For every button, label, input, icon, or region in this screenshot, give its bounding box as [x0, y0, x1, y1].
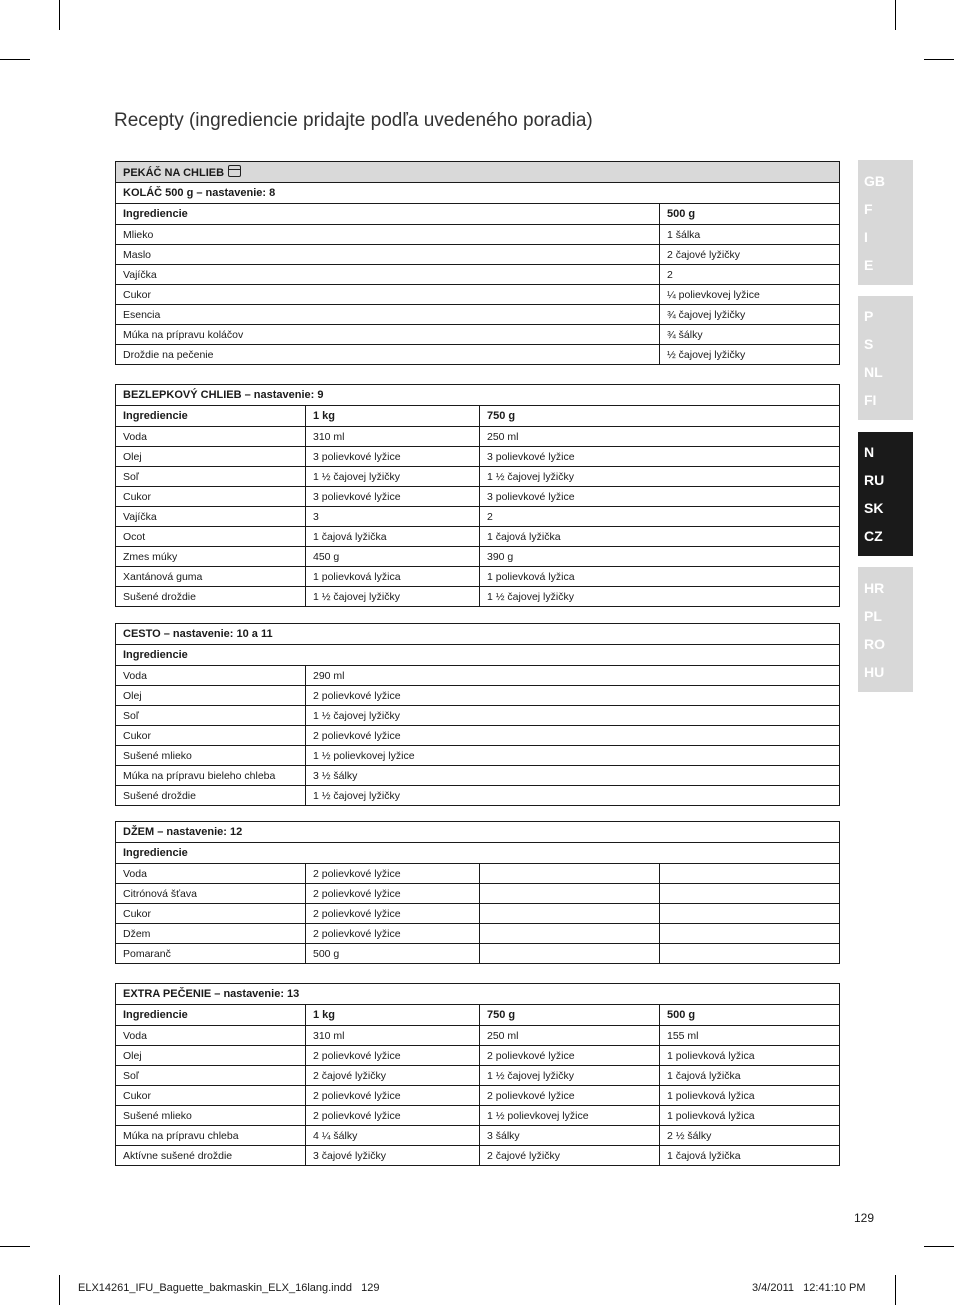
crop-mark — [895, 0, 896, 30]
amount-cell: 3 ½ šálky — [306, 766, 840, 786]
amount-cell: ¼ polievkovej lyžice — [660, 285, 840, 305]
amount-cell: 310 ml — [306, 1026, 480, 1046]
amount-cell: 1 polievková lyžica — [660, 1106, 840, 1126]
ingredient-cell: Múka na prípravu chleba — [116, 1126, 306, 1146]
column-header: Ingrediencie — [116, 843, 840, 864]
table-row — [116, 1086, 840, 1106]
amount-cell: 1 polievková lyžica — [660, 1086, 840, 1106]
ingredient-cell: Sušené droždie — [116, 786, 306, 806]
column-header: Ingrediencie — [116, 1005, 306, 1026]
ingredient-cell: Olej — [116, 447, 306, 467]
amount-cell: 1 čajová lyžička — [660, 1066, 840, 1086]
table-row — [116, 345, 840, 365]
table-row — [116, 225, 840, 245]
column-header: Ingrediencie — [116, 645, 840, 666]
amount-cell: 3 polievkové lyžice — [480, 487, 840, 507]
amount-cell: 2 — [660, 265, 840, 285]
language-tab-label: RO — [864, 635, 885, 652]
empty-cell — [480, 944, 660, 964]
page-title: Recepty (ingrediencie pridajte podľa uvedeného poradia) — [114, 110, 593, 131]
language-tab-label: N — [864, 444, 875, 460]
amount-cell: 250 ml — [480, 427, 840, 447]
table-row — [116, 924, 840, 944]
language-tab-label: S — [864, 336, 874, 352]
ingredient-cell: Vajíčka — [116, 507, 306, 527]
table-row — [116, 746, 840, 766]
table-row — [116, 1026, 840, 1046]
column-header: 500 g — [660, 1005, 840, 1026]
table-row — [116, 285, 840, 305]
page-number: 129 — [854, 1211, 875, 1225]
amount-cell: 2 polievkové lyžice — [306, 1106, 480, 1126]
recipe-table-gluten-free — [115, 384, 840, 607]
ingredient-cell: Cukor — [116, 285, 660, 305]
amount-cell: 1 čajová lyžička — [480, 527, 840, 547]
amount-cell: ¾ šálky — [660, 325, 840, 345]
amount-cell: 3 šálky — [480, 1126, 660, 1146]
crop-mark — [895, 1275, 896, 1305]
empty-cell — [480, 884, 660, 904]
table-header-label: PEKÁČ NA CHLIEB — [123, 167, 225, 179]
ingredient-cell: Múka na prípravu koláčov — [116, 325, 660, 345]
ingredient-cell: Aktívne sušené droždie — [116, 1146, 306, 1166]
recipe-table-dough — [115, 623, 840, 806]
ingredient-cell: Cukor — [116, 904, 306, 924]
ingredient-cell: Vajíčka — [116, 265, 660, 285]
language-tab-label: GB — [864, 172, 885, 189]
table-row — [116, 1126, 840, 1146]
amount-cell: 1 ½ čajovej lyžičky — [480, 587, 840, 607]
table-row — [116, 487, 840, 507]
table-body — [116, 427, 840, 607]
ingredient-cell: Soľ — [116, 1066, 306, 1086]
ingredient-cell: Mlieko — [116, 225, 660, 245]
table-body — [116, 864, 840, 964]
amount-cell: 2 čajové lyžičky — [306, 1066, 480, 1086]
footer-filename: ELX14261_IFU_Baguette_bakmaskin_ELX_16lang.indd 129 — [78, 1282, 380, 1294]
ingredient-cell: Soľ — [116, 467, 306, 487]
amount-cell: 3 — [306, 507, 480, 527]
empty-cell — [480, 924, 660, 944]
amount-cell: 2 ½ šálky — [660, 1126, 840, 1146]
column-header: 750 g — [480, 1005, 660, 1026]
language-tab-label: HR — [864, 579, 885, 596]
column-header: 750 g — [480, 406, 840, 427]
amount-cell: 500 g — [306, 944, 480, 964]
amount-cell: 155 ml — [660, 1026, 840, 1046]
ingredient-cell: Múka na prípravu bieleho chleba — [116, 766, 306, 786]
table-subheader: KOLÁČ 500 g – nastavenie: 8 — [116, 183, 840, 204]
ingredient-cell: Xantánová guma — [116, 567, 306, 587]
amount-cell: 3 polievkové lyžice — [306, 487, 480, 507]
ingredient-cell: Droždie na pečenie — [116, 345, 660, 365]
table-row — [116, 245, 840, 265]
amount-cell: 1 ½ čajovej lyžičky — [306, 786, 840, 806]
table-row — [116, 1106, 840, 1126]
amount-cell: ½ čajovej lyžičky — [660, 345, 840, 365]
column-header: 1 kg — [306, 1005, 480, 1026]
table-row — [116, 427, 840, 447]
amount-cell: 2 polievkové lyžice — [480, 1086, 660, 1106]
ingredient-cell: Ocot — [116, 527, 306, 547]
ingredient-cell: Cukor — [116, 726, 306, 746]
language-group-hr-pl-ro-hu[interactable] — [858, 567, 913, 692]
table-row — [116, 305, 840, 325]
amount-cell: 3 polievkové lyžice — [480, 447, 840, 467]
table-row — [116, 944, 840, 964]
table-row — [116, 547, 840, 567]
ingredient-cell: Esencia — [116, 305, 660, 325]
table-row — [116, 1146, 840, 1166]
amount-cell: 2 čajové lyžičky — [660, 245, 840, 265]
language-tab-label: PL — [864, 607, 882, 624]
amount-cell: 3 polievkové lyžice — [306, 447, 480, 467]
table-header: EXTRA PEČENIE – nastavenie: 13 — [116, 984, 840, 1005]
ingredient-cell: Citrónová šťava — [116, 884, 306, 904]
ingredient-cell: Soľ — [116, 706, 306, 726]
empty-cell — [660, 904, 840, 924]
table-row — [116, 1046, 840, 1066]
amount-cell: 1 šálka — [660, 225, 840, 245]
amount-cell: ¾ čajovej lyžičky — [660, 305, 840, 325]
crop-mark — [0, 1246, 30, 1247]
ingredient-cell: Sušené droždie — [116, 587, 306, 607]
language-tab-label: E — [864, 256, 874, 273]
language-group-gb-f-i-e[interactable] — [858, 160, 913, 285]
ingredient-cell: Cukor — [116, 487, 306, 507]
amount-cell: 1 ½ čajovej lyžičky — [306, 467, 480, 487]
language-group-n-ru-sk-cz[interactable] — [858, 432, 913, 556]
amount-cell: 1 ½ čajovej lyžičky — [306, 587, 480, 607]
ingredient-cell: Voda — [116, 864, 306, 884]
table-row — [116, 467, 840, 487]
column-header: 1 kg — [306, 406, 480, 427]
table-body — [116, 1026, 840, 1166]
column-header: Ingrediencie — [116, 204, 660, 225]
amount-cell: 310 ml — [306, 427, 480, 447]
amount-cell: 1 ½ čajovej lyžičky — [306, 706, 840, 726]
amount-cell: 1 čajová lyžička — [660, 1146, 840, 1166]
ingredient-cell: Voda — [116, 666, 306, 686]
table-header: CESTO – nastavenie: 10 a 11 — [116, 624, 840, 645]
table-row — [116, 686, 840, 706]
amount-cell: 2 polievkové lyžice — [306, 1046, 480, 1066]
ingredient-cell: Sušené mlieko — [116, 746, 306, 766]
language-tab-label: NL — [864, 364, 883, 380]
table-row — [116, 507, 840, 527]
amount-cell: 4 ¼ šálky — [306, 1126, 480, 1146]
language-tab-label: F — [864, 200, 873, 217]
amount-cell: 390 g — [480, 547, 840, 567]
language-group-p-s-nl-fi[interactable] — [858, 296, 913, 420]
crop-mark — [924, 59, 954, 60]
amount-cell: 2 polievkové lyžice — [306, 726, 840, 746]
table-row — [116, 706, 840, 726]
recipe-table-extra-bake — [115, 983, 840, 1166]
ingredient-cell: Olej — [116, 686, 306, 706]
ingredient-cell: Maslo — [116, 245, 660, 265]
bread-pan-icon — [228, 165, 241, 177]
ingredient-cell: Pomaranč — [116, 944, 306, 964]
ingredient-cell: Voda — [116, 427, 306, 447]
empty-cell — [660, 924, 840, 944]
column-header: 500 g — [660, 204, 840, 225]
table-body — [116, 666, 840, 806]
amount-cell: 1 ½ čajovej lyžičky — [480, 467, 840, 487]
footer-datetime: 3/4/2011 12:41:10 PM — [752, 1282, 866, 1294]
empty-cell — [480, 904, 660, 924]
table-header: BEZLEPKOVÝ CHLIEB – nastavenie: 9 — [116, 385, 840, 406]
ingredient-cell: Džem — [116, 924, 306, 944]
table-row — [116, 786, 840, 806]
amount-cell: 1 čajová lyžička — [306, 527, 480, 547]
crop-mark — [0, 59, 30, 60]
empty-cell — [660, 864, 840, 884]
amount-cell: 450 g — [306, 547, 480, 567]
table-row — [116, 265, 840, 285]
empty-cell — [480, 864, 660, 884]
table-header: DŽEM – nastavenie: 12 — [116, 822, 840, 843]
table-row — [116, 864, 840, 884]
ingredient-cell: Cukor — [116, 1086, 306, 1106]
column-header: Ingrediencie — [116, 406, 306, 427]
language-tab-label: SK — [864, 500, 884, 516]
amount-cell: 1 polievková lyžica — [306, 567, 480, 587]
table-row — [116, 904, 840, 924]
table-row — [116, 527, 840, 547]
amount-cell: 2 čajové lyžičky — [480, 1146, 660, 1166]
amount-cell: 2 polievkové lyžice — [480, 1046, 660, 1066]
language-tab-label: FI — [864, 392, 877, 408]
table-row — [116, 666, 840, 686]
amount-cell: 2 polievkové lyžice — [306, 686, 840, 706]
crop-mark — [59, 1275, 60, 1305]
amount-cell: 1 polievková lyžica — [480, 567, 840, 587]
ingredient-cell: Olej — [116, 1046, 306, 1066]
amount-cell: 250 ml — [480, 1026, 660, 1046]
table-row — [116, 325, 840, 345]
amount-cell: 2 polievkové lyžice — [306, 904, 480, 924]
table-row — [116, 884, 840, 904]
language-tab-label: P — [864, 308, 874, 324]
table-body — [116, 225, 840, 365]
ingredient-cell: Zmes múky — [116, 547, 306, 567]
amount-cell: 2 polievkové lyžice — [306, 1086, 480, 1106]
empty-cell — [660, 944, 840, 964]
table-header — [116, 162, 840, 183]
amount-cell: 1 polievková lyžica — [660, 1046, 840, 1066]
table-row — [116, 587, 840, 607]
recipe-table-cake — [115, 161, 840, 365]
table-row — [116, 567, 840, 587]
empty-cell — [660, 884, 840, 904]
crop-mark — [924, 1246, 954, 1247]
recipe-table-jam — [115, 821, 840, 964]
amount-cell: 290 ml — [306, 666, 840, 686]
language-tab-label: I — [864, 228, 868, 245]
crop-mark — [59, 0, 60, 30]
language-tab-label: RU — [864, 472, 885, 488]
amount-cell: 2 polievkové lyžice — [306, 924, 480, 944]
language-tab-label: CZ — [864, 528, 883, 544]
amount-cell: 1 ½ polievkovej lyžice — [306, 746, 840, 766]
amount-cell: 1 ½ polievkovej lyžice — [480, 1106, 660, 1126]
language-tab-label: HU — [864, 663, 885, 680]
amount-cell: 2 polievkové lyžice — [306, 884, 480, 904]
amount-cell: 1 ½ čajovej lyžičky — [480, 1066, 660, 1086]
amount-cell: 2 — [480, 507, 840, 527]
amount-cell: 3 čajové lyžičky — [306, 1146, 480, 1166]
table-row — [116, 726, 840, 746]
ingredient-cell: Sušené mlieko — [116, 1106, 306, 1126]
table-row — [116, 766, 840, 786]
amount-cell: 2 polievkové lyžice — [306, 864, 480, 884]
ingredient-cell: Voda — [116, 1026, 306, 1046]
table-row — [116, 1066, 840, 1086]
table-row — [116, 447, 840, 467]
